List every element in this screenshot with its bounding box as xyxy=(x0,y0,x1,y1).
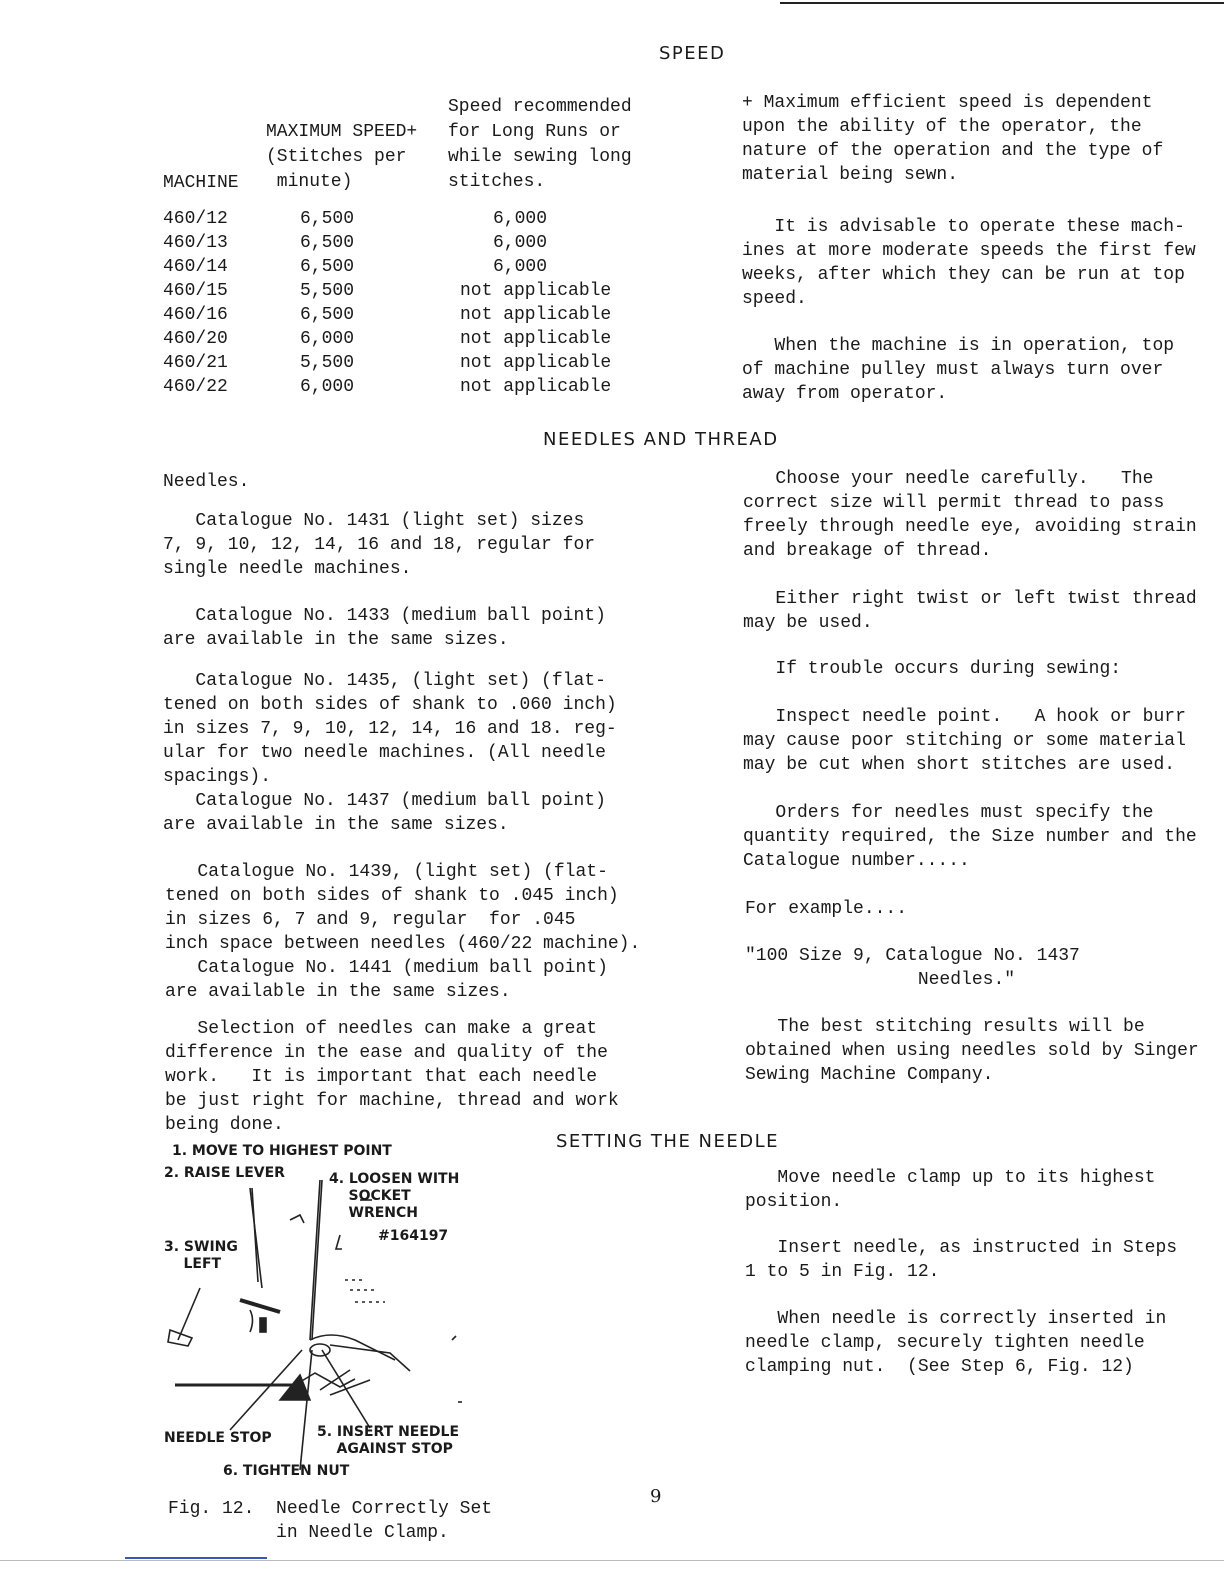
needles-para-2: Catalogue No. 1433 (medium ball point) are available in the same sizes. xyxy=(163,606,606,650)
thread-para-1: Choose your needle carefully. The correct size will permit thread to pass freely through needle eye, avoiding strain and breakage of thread. xyxy=(743,469,1197,561)
cell-max: 6,500 xyxy=(300,233,355,253)
cell-rec: 6,000 xyxy=(493,209,548,229)
cell-machine: 460/14 xyxy=(163,257,228,277)
needles-heading: NEEDLES AND THREAD xyxy=(543,429,779,450)
label-move-highest: 1. MOVE TO HIGHEST POINT xyxy=(172,1143,392,1159)
label-tighten-nut: 6. TIGHTEN NUT xyxy=(223,1463,350,1479)
needles-para-1: Catalogue No. 1431 (light set) sizes 7, 9, 10, 12, 14, 16 and 18, regular for single needle machines. xyxy=(163,511,596,579)
col-rec-header-4: stitches. xyxy=(448,172,546,192)
setting-heading: SETTING THE NEEDLE xyxy=(556,1131,780,1152)
cell-rec: not applicable xyxy=(460,377,612,397)
label-needle-stop: NEEDLE STOP xyxy=(164,1430,272,1446)
page-number: 9 xyxy=(650,1486,662,1507)
table-row xyxy=(163,279,643,303)
cell-machine: 460/13 xyxy=(163,233,228,253)
speed-note-2: It is advisable to operate these mach- ines at more moderate speeds the first few weeks, after which they can be run at top speed. xyxy=(742,217,1196,309)
thread-para-2: Either right twist or left twist thread may be used. xyxy=(743,589,1197,633)
bottom-rule-accent xyxy=(125,1557,267,1559)
needles-para-4: Catalogue No. 1439, (light set) (flat- tened on both sides of shank to .045 inch) in sizes 6, 7 and 9, regular for .045 inch space between needles (460/22 machine). Catalogue No. 1441 (medium ball point) are available in the same sizes. xyxy=(165,862,641,1002)
speed-heading: SPEED xyxy=(659,43,726,64)
bottom-rule xyxy=(0,1560,1224,1561)
cell-rec: 6,000 xyxy=(493,257,548,277)
table-row xyxy=(163,231,643,255)
cell-rec: not applicable xyxy=(460,305,612,325)
needles-para-5: Selection of needles can make a great difference in the ease and quality of the work. It is important that each needle be just right for machine, thread and work being done. xyxy=(165,1019,619,1135)
cell-max: 5,500 xyxy=(300,353,355,373)
cell-rec: 6,000 xyxy=(493,233,548,253)
table-row xyxy=(163,207,643,231)
needles-title: Needles. xyxy=(163,472,250,492)
label-insert-needle: 5. INSERT NEEDLE AGAINST STOP xyxy=(317,1424,460,1457)
speed-note-1: + Maximum efficient speed is dependent upon the ability of the operator, the nature of the operation and the type of material being sewn. xyxy=(742,93,1164,185)
top-rule xyxy=(780,2,1224,4)
col-max-header-2: (Stitches per xyxy=(266,147,407,167)
cell-machine: 460/22 xyxy=(163,377,228,397)
cell-max: 6,500 xyxy=(300,257,355,277)
needles-para-3: Catalogue No. 1435, (light set) (flat- tened on both sides of shank to .060 inch) in sizes 7, 9, 10, 12, 14, 16 and 18. reg- ular for two needle machines. (All needle spacings). Catalogue No. 1437 (medium ball point) are available in the same sizes. xyxy=(163,671,617,835)
thread-para-7: "100 Size 9, Catalogue No. 1437 Needles." xyxy=(745,946,1080,990)
cell-max: 5,500 xyxy=(300,281,355,301)
setting-para-3: When needle is correctly inserted in needle clamp, securely tighten needle clamping nut. (See Step 6, Fig. 12) xyxy=(745,1309,1167,1377)
cell-max: 6,000 xyxy=(300,329,355,349)
table-row xyxy=(163,375,643,399)
cell-machine: 460/20 xyxy=(163,329,228,349)
cell-max: 6,000 xyxy=(300,377,355,397)
thread-para-4: Inspect needle point. A hook or burr may cause poor stitching or some material may be cut when short stitches are used. xyxy=(743,707,1186,775)
figure-caption: Fig. 12. Needle Correctly Set in Needle Clamp. xyxy=(168,1499,493,1543)
thread-para-3: If trouble occurs during sewing: xyxy=(743,659,1122,679)
label-swing-left: 3. SWING LEFT xyxy=(164,1239,238,1272)
cell-rec: not applicable xyxy=(460,329,612,349)
cell-rec: not applicable xyxy=(460,353,612,373)
col-max-header-3: minute) xyxy=(266,172,353,192)
cell-machine: 460/21 xyxy=(163,353,228,373)
label-wrench-number: #164197 xyxy=(378,1228,449,1244)
thread-para-8: The best stitching results will be obtained when using needles sold by Singer Sewing Machine Company. xyxy=(745,1017,1199,1085)
col-rec-header-1: Speed recommended xyxy=(448,97,632,117)
setting-para-2: Insert needle, as instructed in Steps 1 to 5 in Fig. 12. xyxy=(745,1238,1178,1282)
cell-machine: 460/16 xyxy=(163,305,228,325)
thread-para-5: Orders for needles must specify the quantity required, the Size number and the Catalogue number..... xyxy=(743,803,1197,871)
col-machine-header: MACHINE xyxy=(163,173,239,193)
table-row xyxy=(163,255,643,279)
table-row xyxy=(163,303,643,327)
label-raise-lever: 2. RAISE LEVER xyxy=(164,1165,285,1181)
cell-machine: 460/15 xyxy=(163,281,228,301)
table-row xyxy=(163,327,643,351)
cell-max: 6,500 xyxy=(300,209,355,229)
thread-para-6: For example.... xyxy=(745,899,908,919)
col-rec-header-2: for Long Runs or xyxy=(448,122,621,142)
col-rec-header-3: while sewing long xyxy=(448,147,632,167)
col-max-header-1: MAXIMUM SPEED+ xyxy=(266,122,418,142)
table-row xyxy=(163,351,643,375)
cell-max: 6,500 xyxy=(300,305,355,325)
label-loosen-wrench: 4. LOOSEN WITH SOCKET WRENCH xyxy=(329,1171,460,1221)
cell-rec: not applicable xyxy=(460,281,612,301)
setting-para-1: Move needle clamp up to its highest position. xyxy=(745,1168,1156,1212)
speed-note-3: When the machine is in operation, top of machine pulley must always turn over away from operator. xyxy=(742,336,1175,404)
cell-machine: 460/12 xyxy=(163,209,228,229)
